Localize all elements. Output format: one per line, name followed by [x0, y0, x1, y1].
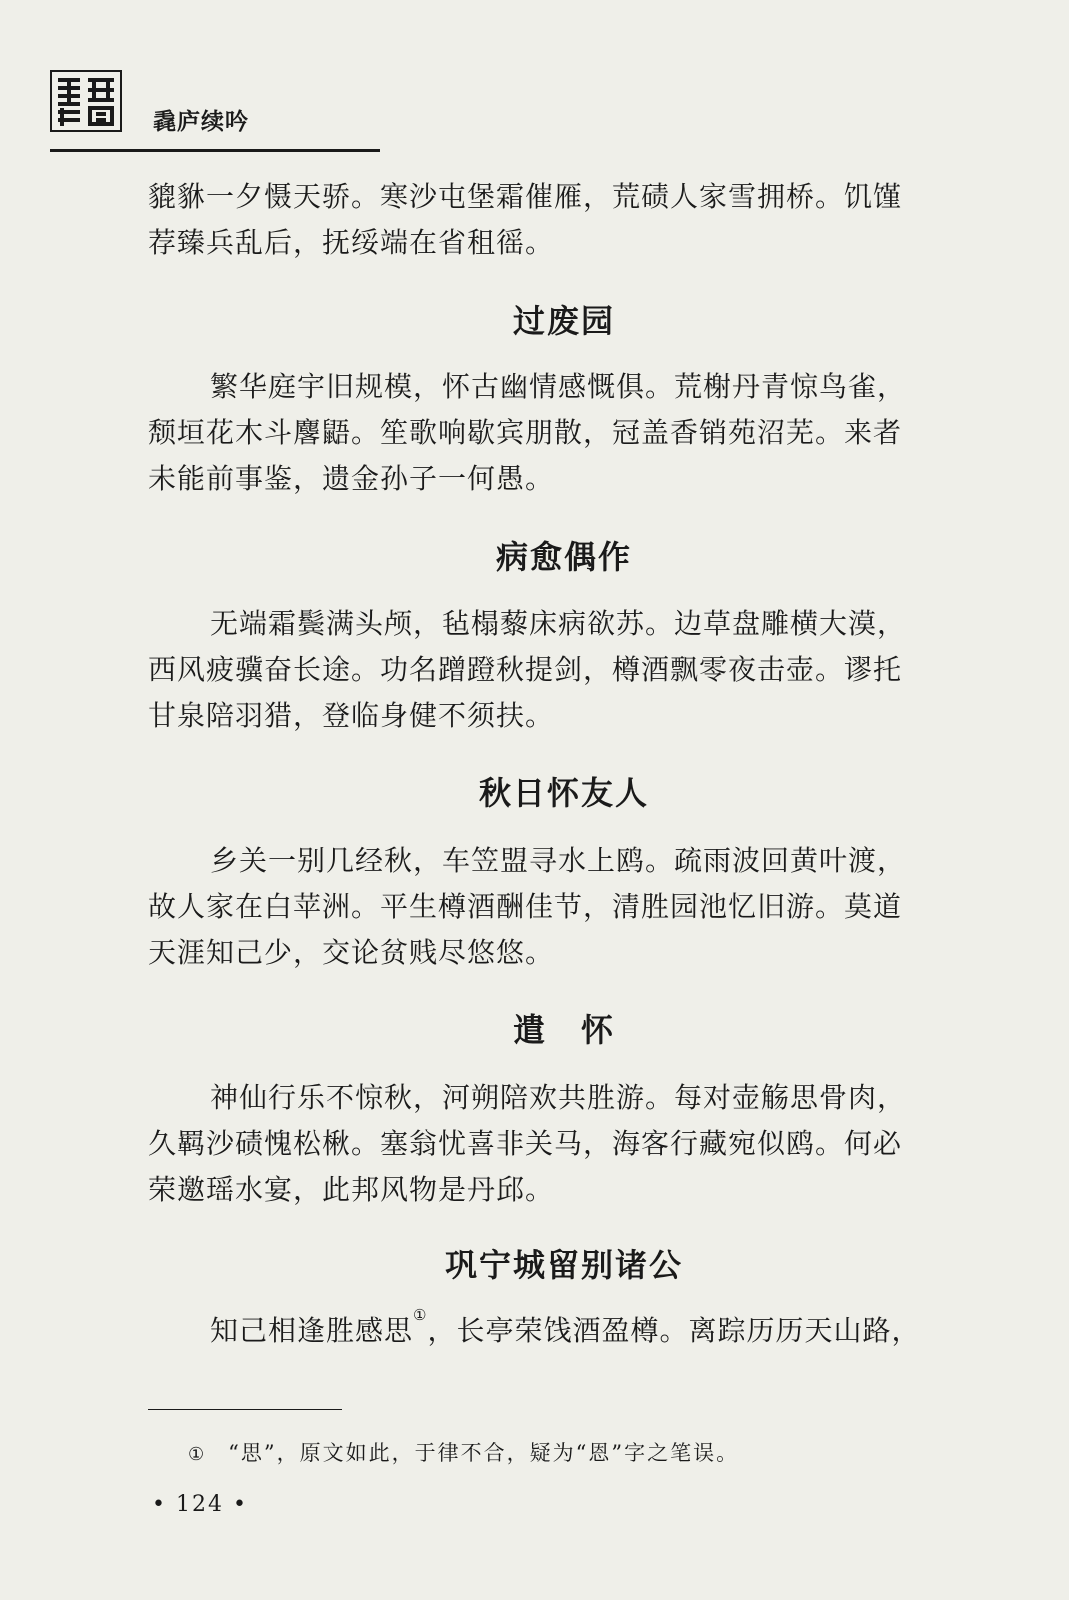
- poem-body: [148, 364, 980, 502]
- text-line: 貔貅一夕慑天骄。寒沙屯堡霜催雁，荒碛人家雪拥桥。饥馑: [148, 180, 903, 213]
- text-line: 天涯知己少，交论贫贱尽悠悠。: [148, 936, 555, 969]
- text-line: 荣邀瑶水宴，此邦风物是丹邱。: [148, 1173, 555, 1206]
- text-line: 颓垣花木斗麐鼯。笙歌响歇宾朋散，冠盖香销苑沼芜。来者: [148, 416, 903, 449]
- poem-title: 遣 怀: [512, 1011, 615, 1049]
- text-line: 甘泉陪羽猎，登临身健不须扶。: [148, 699, 555, 732]
- footnote: [188, 1437, 739, 1467]
- text-line: 乡关一别几经秋，车笠盟寻水上鸥。疏雨波回黄叶渡，: [210, 844, 907, 877]
- text-line: 繁华庭宇旧规模，怀古幽情感慨俱。荒榭丹青惊鸟雀，: [210, 370, 907, 403]
- poem-body: [148, 1075, 980, 1213]
- continuation-text: [148, 174, 980, 266]
- poem-body: [148, 1308, 980, 1354]
- header-rule: [50, 149, 380, 152]
- text-line: 未能前事鉴，遗金孙子一何愚。: [148, 462, 555, 495]
- footnote-ref: ①: [413, 1306, 428, 1324]
- line-text: 知己相逢胜感思: [210, 1314, 414, 1347]
- poem-title: 病愈偶作: [495, 538, 632, 576]
- poem-body: [148, 601, 980, 739]
- line-text: ，长亭荣饯酒盈樽。离踪历历天山路，: [427, 1314, 921, 1347]
- footnote-mark: ①: [188, 1444, 207, 1465]
- poem-title: 巩宁城留别诸公: [444, 1246, 683, 1284]
- seal-stamp-icon: [50, 70, 122, 132]
- footnote-rule: [148, 1409, 342, 1410]
- text-line: 故人家在白苹洲。平生樽酒酬佳节，清胜园池忆旧游。莫道: [148, 890, 903, 923]
- poem-title: 秋日怀友人: [478, 774, 649, 812]
- text-line: 神仙行乐不惊秋，河朔陪欢共胜游。每对壶觞思骨肉，: [210, 1081, 907, 1114]
- page-number: • 124 •: [152, 1492, 248, 1517]
- text-line: 久羁沙碛愧松楸。塞翁忧喜非关马，海客行藏宛似鸥。何必: [148, 1127, 903, 1160]
- text-line: 无端霜鬓满头颅，毡榻藜床病欲苏。边草盘雕横大漠，: [210, 607, 907, 640]
- text-line: [148, 1308, 980, 1354]
- footnote-text: “思”，原文如此，于律不合，疑为“恩”字之笔误。: [228, 1441, 740, 1465]
- poem-title: 过废园: [512, 302, 615, 340]
- running-head: 毳庐续吟: [153, 109, 249, 135]
- text-line: 荐臻兵乱后，抚绥端在省租徭。: [148, 226, 555, 259]
- text-line: 西风疲骥奋长途。功名蹭蹬秋提剑，樽酒飘零夜击壶。谬托: [148, 653, 903, 686]
- poem-body: [148, 838, 980, 976]
